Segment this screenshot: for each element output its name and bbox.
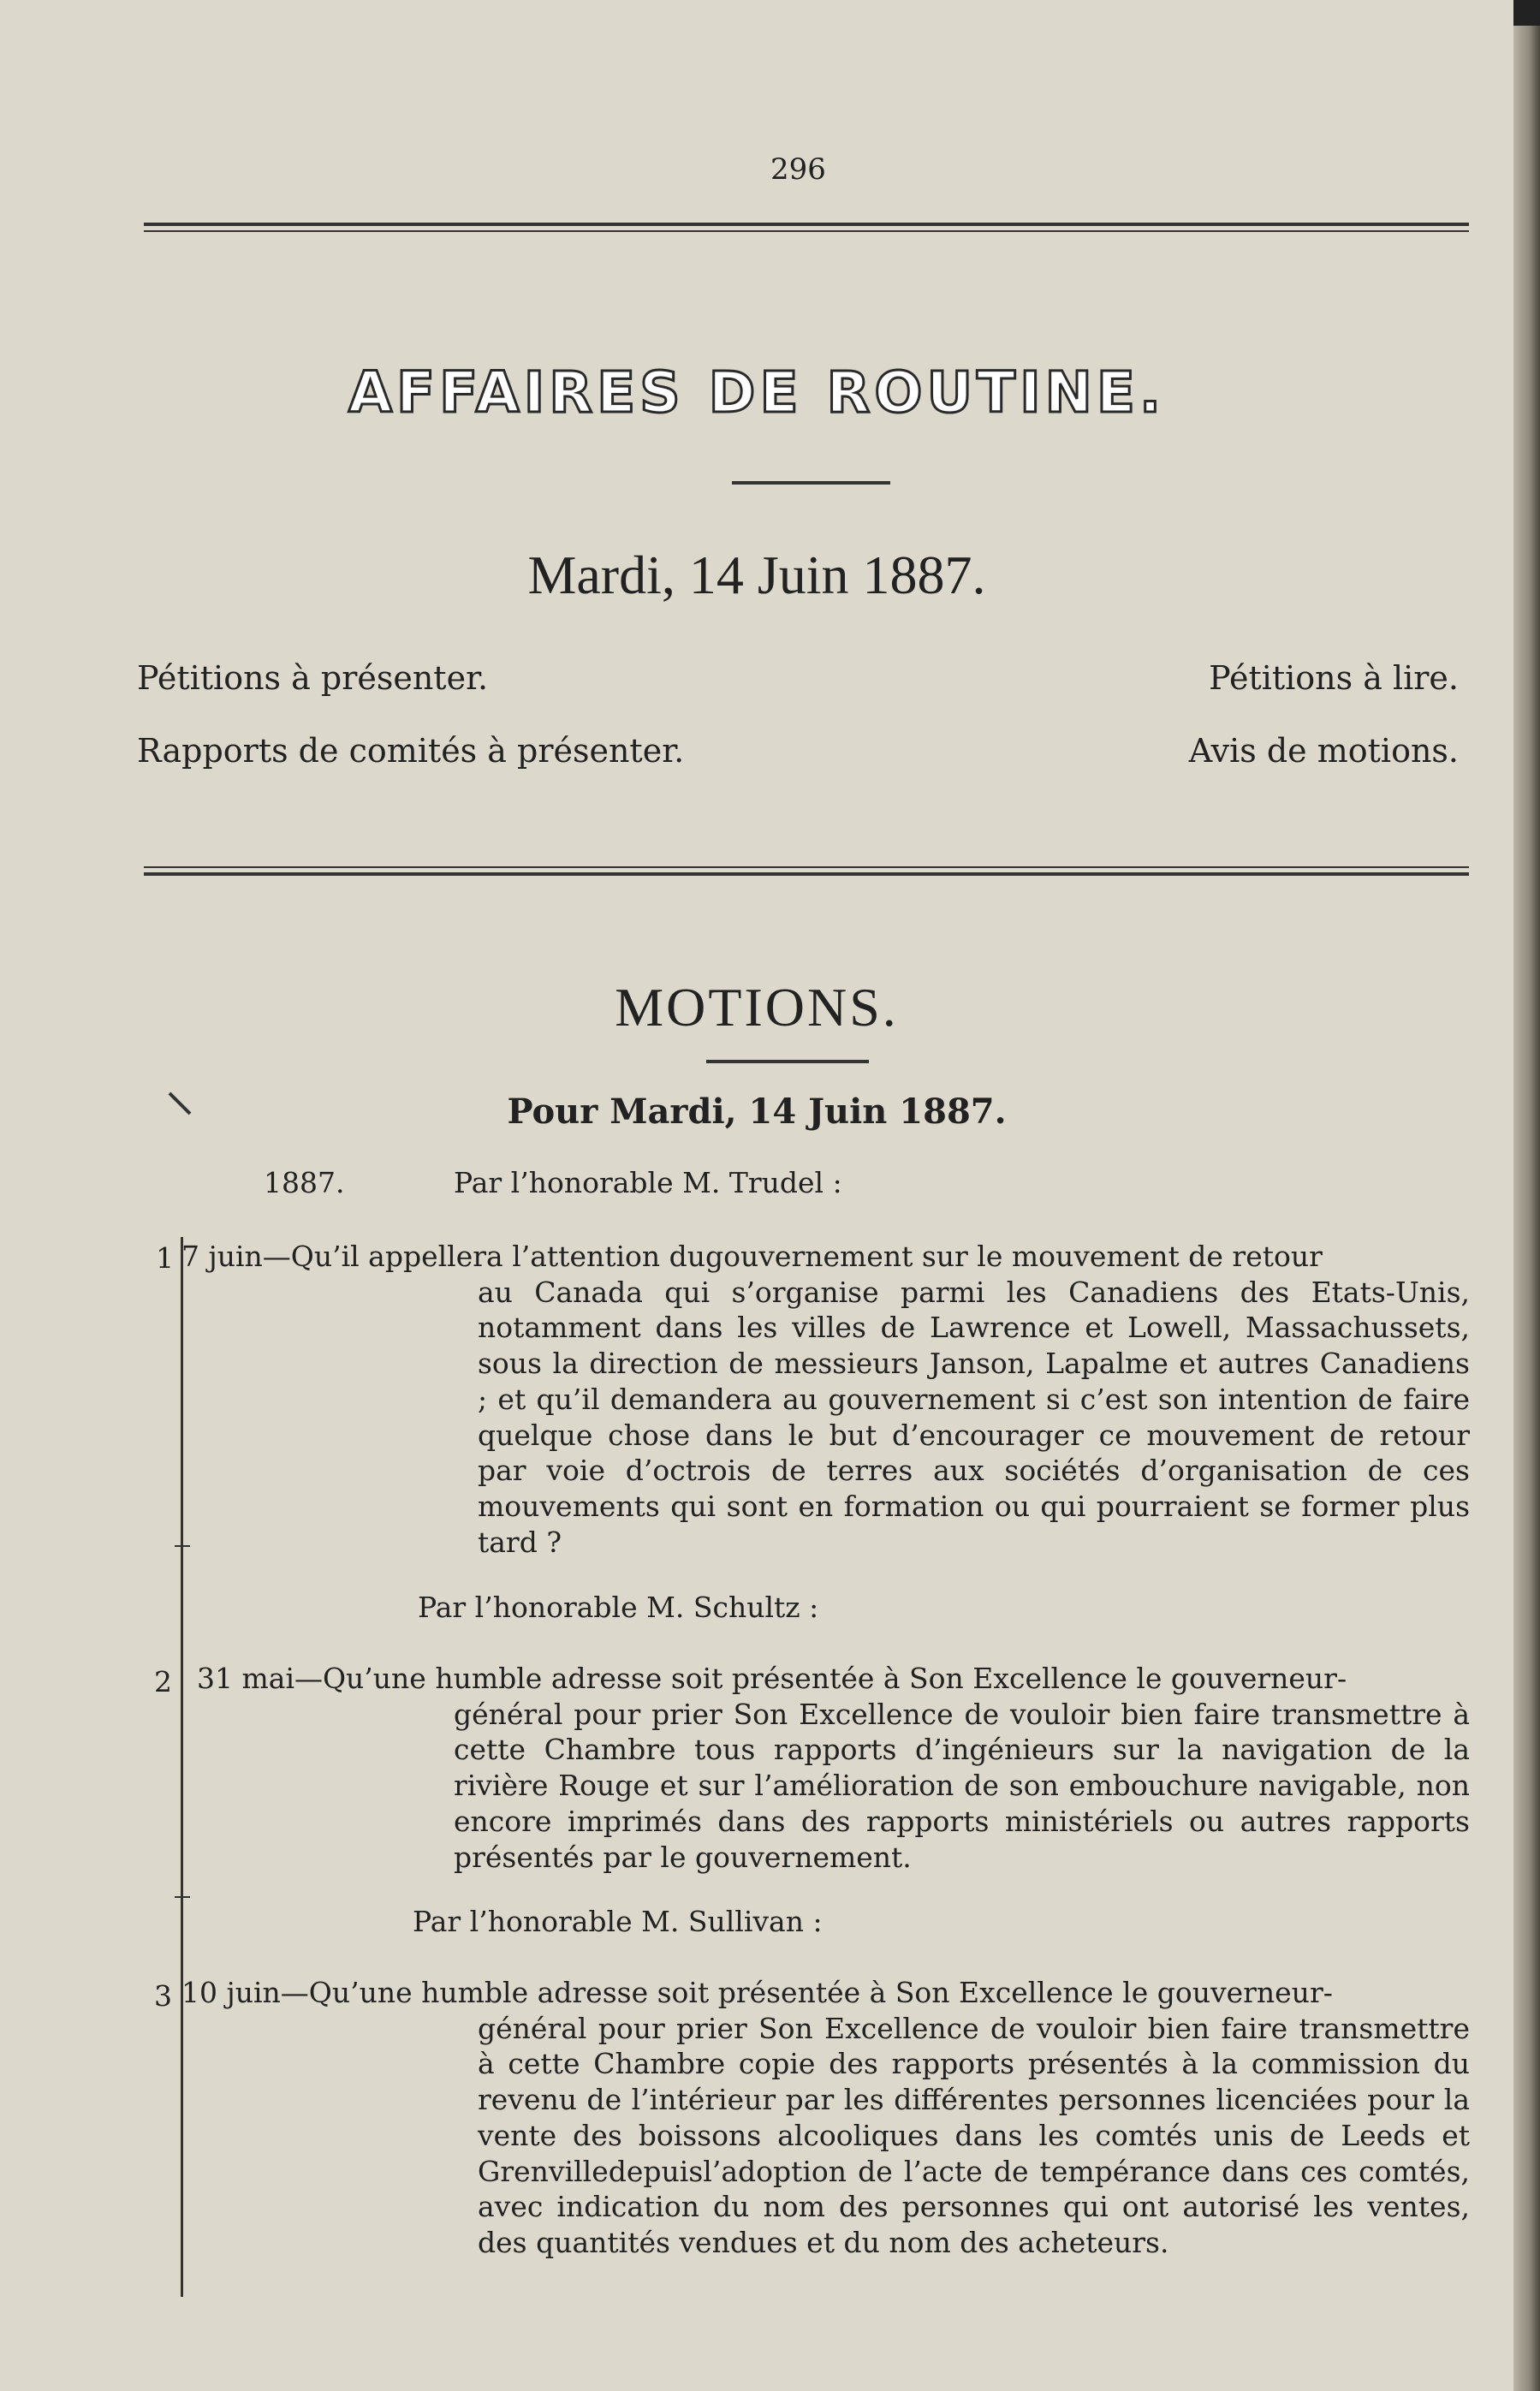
motions-underline xyxy=(706,1060,869,1063)
date-title: Mardi, 14 Juin 1887. xyxy=(527,544,986,605)
margin-tick xyxy=(175,1896,190,1898)
motion-3-text xyxy=(181,1975,1470,2261)
motion-1-author: Par l’honorable M. Trudel : xyxy=(454,1166,842,1199)
section-title: AFFAIRES DE ROUTINE. xyxy=(348,360,1166,425)
motions-title: MOTIONS. xyxy=(615,977,899,1038)
motion-3-author: Par l’honorable M. Sullivan : xyxy=(413,1905,823,1938)
motion-1-lead: 7 juin—Qu’il appellera l’attention dugouvernement sur le mouvement de retour xyxy=(181,1240,1323,1273)
motion-1-number: 1 xyxy=(156,1241,174,1275)
motion-2-author: Par l’honorable M. Schultz : xyxy=(418,1591,819,1624)
motion-3-number: 3 xyxy=(154,1979,172,2013)
motions-year: 1887. xyxy=(264,1166,345,1199)
motions-subdate: Pour Mardi, 14 Juin 1887. xyxy=(507,1091,1007,1132)
motion-3-body: général pour prier Son Excellence de vouloir bien faire transmettre à cette Chambre copie des rapports présentés à la commission du revenu de l’intérieur par les différentes personnes licenciées pour la vente des boissons alcooliques dans les comtés unis de Leeds et Grenvilledepuisl’adoption de l’acte de tempérance dans ces comtés, avec indication du nom des personnes qui ont autorisé les ventes, des quantités vendues et du nom des acheteurs. xyxy=(478,2011,1470,2259)
routine-item-notices-motions: Avis de motions. xyxy=(1188,732,1459,770)
motion-1-body: au Canada qui s’organise parmi les Canadiens des Etats-Unis, notamment dans les villes de Lawrence et Lowell, Massachussets, sous la direction de messieurs Janson, Lapalme et autres Canadiens ; et qu’il demandera au gouvernement si c’est son intention de faire quelque chose dans le but d’encourager ce mouvement de retour par voie d’octrois de terres aux sociétés d’organisation de ces mouvements qui sont en formation ou qui pourraient se former plus tard ? xyxy=(478,1275,1470,1559)
motion-2-lead: 31 mai—Qu’une humble adresse soit présentée à Son Excellence le gouverneur- xyxy=(197,1662,1347,1695)
motion-3-lead: 10 juin—Qu’une humble adresse soit présentée à Son Excellence le gouverneur- xyxy=(181,1976,1333,2009)
page-number: 296 xyxy=(770,152,826,187)
middle-double-rule xyxy=(144,866,1469,876)
motion-2-number: 2 xyxy=(154,1665,172,1698)
motion-2-text xyxy=(197,1661,1470,1875)
book-spine-edge xyxy=(1513,0,1540,2391)
top-double-rule xyxy=(144,223,1469,232)
corner-shadow xyxy=(1513,0,1540,26)
motion-2-body: général pour prier Son Excellence de vouloir bien faire transmettre à cette Chambre tous rapports d’ingénieurs sur la navigation de la rivière Rouge et sur l’amélioration de son embouchure navigable, non encore imprimés dans des rapports ministériels ou autres rapports présentés par le gouvernement. xyxy=(454,1697,1470,1874)
motion-1-text xyxy=(181,1239,1470,1560)
routine-item-petitions-read: Pétitions à lire. xyxy=(1209,659,1459,697)
routine-item-petitions-present: Pétitions à présenter. xyxy=(137,659,489,697)
title-underline xyxy=(732,481,890,485)
routine-item-reports-present: Rapports de comités à présenter. xyxy=(137,732,685,770)
